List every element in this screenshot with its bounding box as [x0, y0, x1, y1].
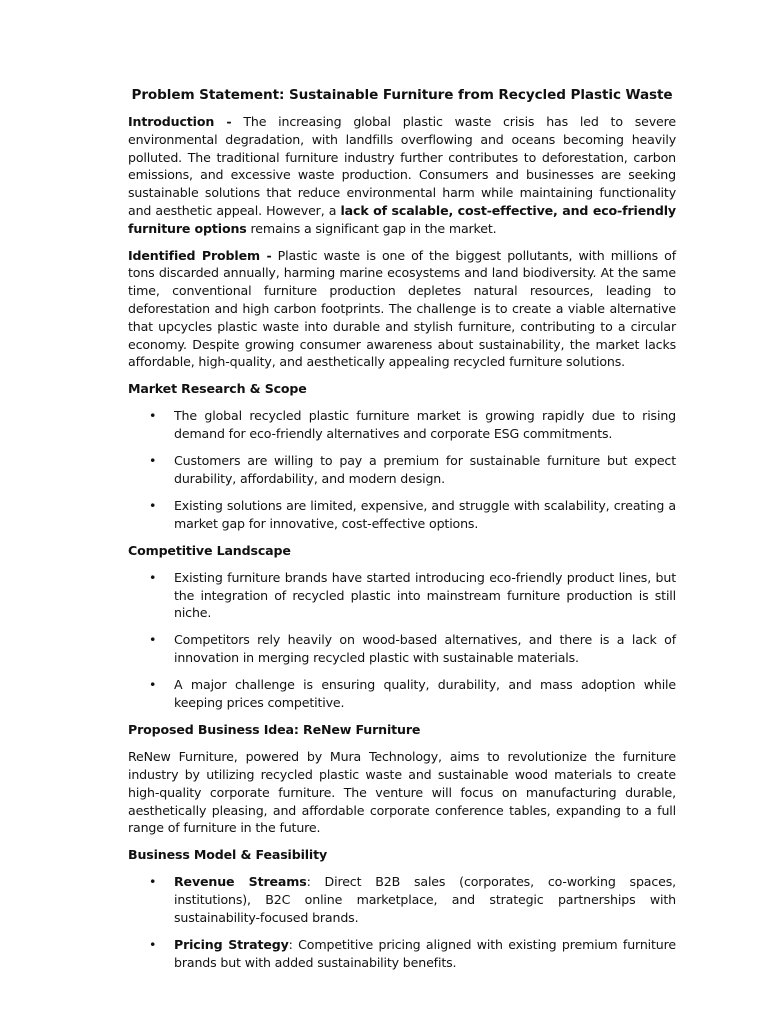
intro-bold: lack of scalable, cost-effective, and eco-friendly furniture options — [128, 202, 676, 236]
list-item-label: Pricing Strategy — [174, 936, 289, 952]
list-item-text: Existing solutions are limited, expensive, and struggle with scalability, creating a market gap for innovative, cost-effective options. — [174, 497, 676, 531]
bullet-icon: • — [149, 936, 157, 952]
proposed-heading: Proposed Business Idea: ReNew Furniture — [128, 722, 421, 738]
bullet-icon: • — [149, 497, 157, 513]
list-item — [128, 569, 676, 622]
bullet-icon: • — [149, 632, 157, 648]
list-item — [128, 407, 676, 443]
bullet-icon: • — [149, 569, 157, 585]
list-item-text: Existing furniture brands have started introducing eco-friendly product lines, but the integration of recycled plastic into mainstream furniture production is still niche. — [174, 569, 676, 621]
business-model-heading: Business Model & Feasibility — [128, 847, 328, 863]
list-item-text: : Direct B2B sales (corporates, co-working spaces, institutions), B2C online marketplace, and strategic partnerships with sustainability-focused brands. — [174, 874, 677, 925]
problem-label: Identified Problem - — [128, 247, 272, 263]
bullet-icon: • — [149, 874, 157, 890]
problem-text: Plastic waste is one of the biggest pollutants, with millions of tons discarded annually, harming marine ecosystems and land biodiversity. At the same time, conventional furniture production depletes natural resources, leading to deforestation and high carbon footprints. The challenge is to create a viable alternative that upcycles plastic waste into durable and stylish furniture, contributing to a circular economy. Despite growing consumer awareness about sustainability, the market lacks affordable, high-quality, and aesthetically appealing recycled furniture solutions. — [128, 247, 676, 370]
list-item-text: A major challenge is ensuring quality, durability, and mass adoption while keeping prices competitive. — [174, 677, 676, 711]
list-item — [128, 497, 676, 533]
proposed-paragraph: ReNew Furniture, powered by Mura Technology, aims to revolutionize the furniture industry by utilizing recycled plastic waste and sustainable wood materials to create high-quality corporate furniture. The venture will focus on manufacturing durable, aesthetically pleasing, and affordable corporate conference tables, expanding to a full range of furniture in the future. — [128, 749, 676, 836]
list-item-text: : Competitive pricing aligned with existing premium furniture brands but with added sustainability benefits. — [174, 936, 676, 970]
intro-text-b: remains a significant gap in the market. — [246, 220, 497, 236]
document-title: Problem Statement: Sustainable Furniture from Recycled Plastic Waste — [131, 87, 673, 103]
competitive-heading: Competitive Landscape — [128, 542, 291, 558]
business-model-list — [128, 873, 676, 971]
list-item-text: The global recycled plastic furniture market is growing rapidly due to rising demand for eco-friendly alternatives and corporate ESG commitments. — [174, 407, 676, 441]
intro-paragraph — [128, 113, 676, 238]
problem-paragraph — [128, 247, 676, 372]
intro-text-a: The increasing global plastic waste crisis has led to severe environmental degradation, with landfills overflowing and oceans becoming heavily polluted. The traditional furniture industry further contributes to deforestation, carbon emissions, and excessive waste production. Consumers and businesses are seeking sustainable solutions that reduce environmental harm while maintaining functionality and aesthetic appeal. However, a — [128, 114, 676, 218]
competitive-list — [128, 569, 676, 712]
market-list — [128, 407, 676, 533]
intro-label: Introduction - — [128, 114, 232, 129]
list-item-text: Customers are willing to pay a premium for sustainable furniture but expect durability, affordability, and modern design. — [174, 452, 676, 486]
list-item-label: Revenue Streams — [174, 874, 307, 890]
bullet-icon: • — [149, 407, 157, 423]
market-heading: Market Research & Scope — [128, 381, 307, 397]
list-item — [128, 452, 676, 488]
list-item — [128, 631, 676, 667]
list-item — [128, 873, 676, 926]
bullet-icon: • — [149, 677, 157, 693]
list-item-text: Competitors rely heavily on wood-based alternatives, and there is a lack of innovation in merging recycled plastic with sustainable materials. — [174, 632, 676, 666]
list-item — [128, 676, 676, 712]
bullet-icon: • — [149, 452, 157, 468]
list-item — [128, 936, 676, 972]
